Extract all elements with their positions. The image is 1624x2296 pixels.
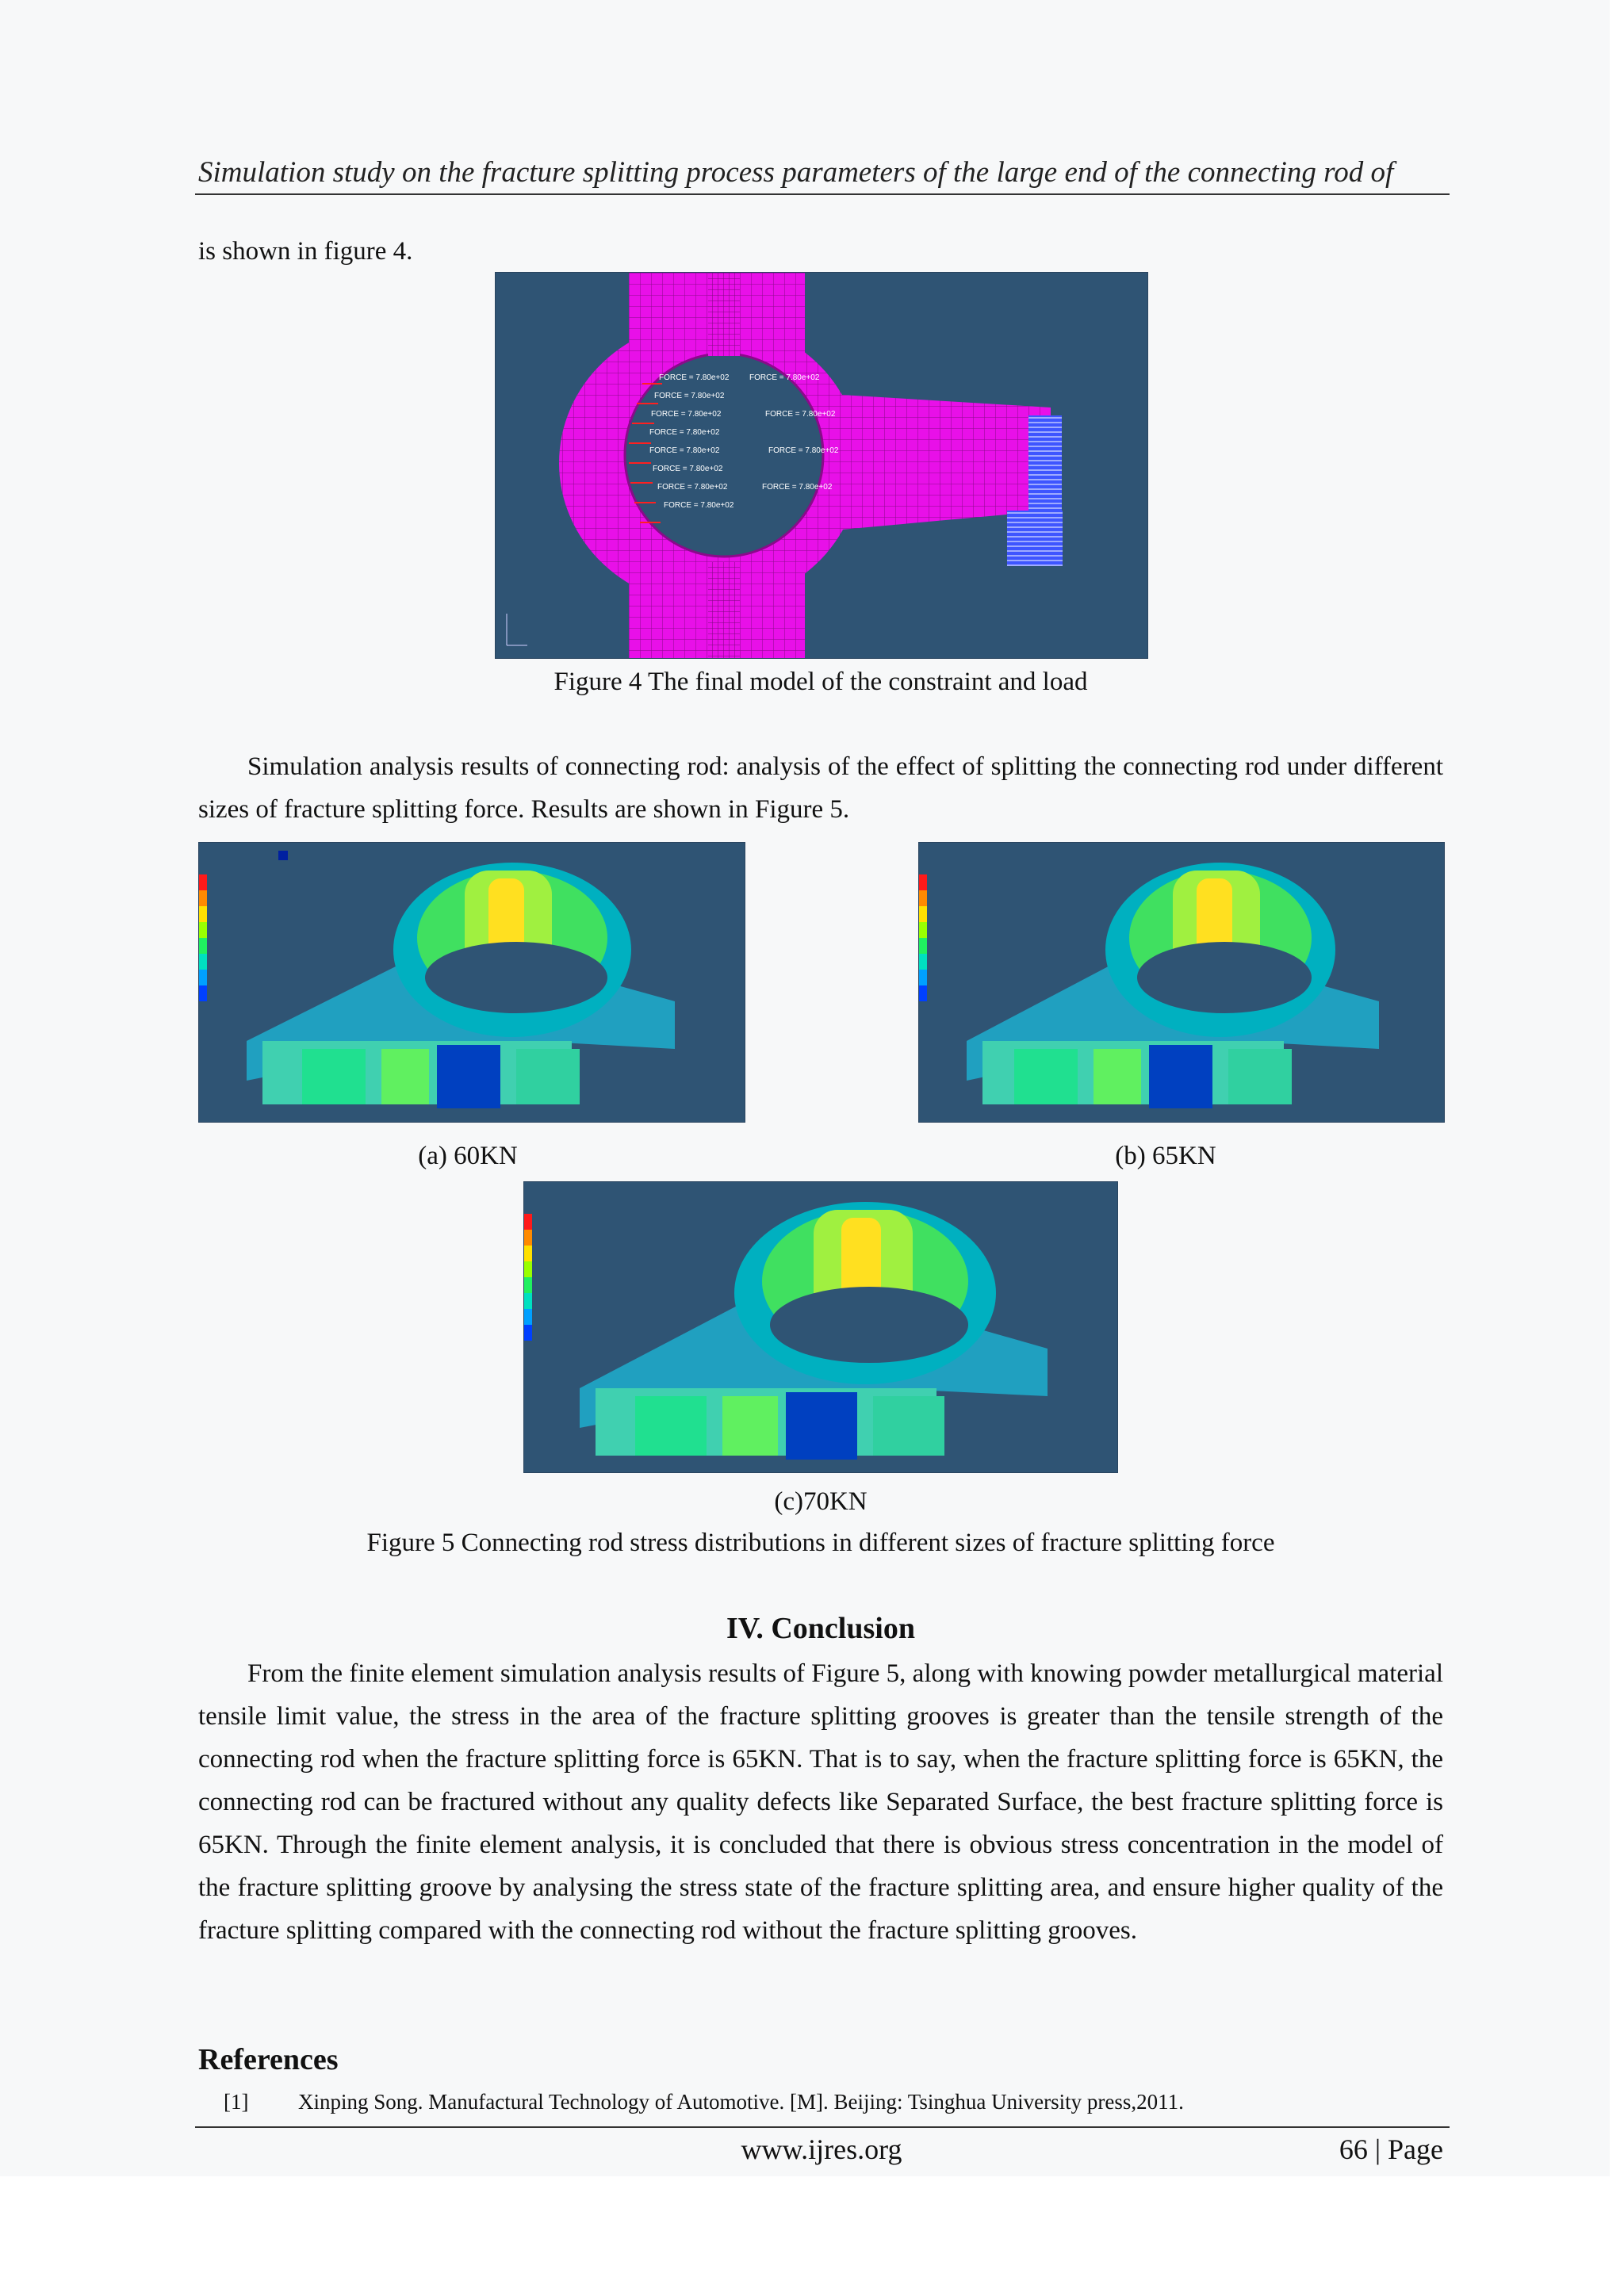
force-label: FORCE = 7.80e+02	[664, 501, 734, 510]
section-heading: IV. Conclusion	[726, 1612, 915, 1645]
figure-5b-image	[918, 842, 1445, 1123]
force-label: FORCE = 7.80e+02	[749, 373, 820, 382]
reference-number: [1]	[224, 2090, 249, 2114]
page-number: 66 | Page	[1339, 2133, 1443, 2165]
legend-colorbar	[524, 1214, 532, 1341]
header-rule	[195, 193, 1450, 195]
force-label: FORCE = 7.80e+02	[768, 446, 839, 455]
figure-5-caption: Figure 5 Connecting rod stress distributions in different sizes of fracture splitting force	[366, 1529, 1275, 1557]
intro-line: is shown in figure 4.	[198, 237, 413, 266]
force-label: FORCE = 7.80e+02	[659, 373, 730, 382]
force-label: FORCE = 7.80e+02	[654, 392, 725, 400]
legend-colorbar	[199, 874, 207, 1001]
figure-4-caption: Figure 4 The final model of the constraint and load	[553, 668, 1088, 696]
references-heading: References	[198, 2043, 339, 2076]
figure-5b-label: (b) 65KN	[1115, 1142, 1216, 1170]
figure-5c-image	[523, 1181, 1118, 1473]
stress-contour-60kn	[199, 843, 745, 1122]
reference-text: Xinping Song. Manufactural Technology of Automotive. [M]. Beijing: Tsinghua University press,2011.	[298, 2090, 1184, 2114]
stress-contour-65kn	[919, 843, 1444, 1122]
footer-site: www.ijres.org	[741, 2133, 902, 2165]
force-label: FORCE = 7.80e+02	[765, 410, 836, 419]
fem-mesh-model	[496, 273, 1147, 658]
force-label: FORCE = 7.80e+02	[762, 483, 833, 492]
running-header: Simulation study on the fracture splitting process parameters of the large end of the connecting rod of	[198, 156, 1394, 189]
conclusion-paragraph: From the finite element simulation analysis results of Figure 5, along with knowing powder metallurgical material tensile limit value, the stress in the area of the fracture splitting grooves is greater than the tensile strength of the connecting rod when the fracture splitting force is 65KN. That is to say, when the fracture splitting force is 65KN, the connecting rod can be fractured without any quality defects like Separated Surface, the best fracture splitting force is 65KN. Through the finite element analysis, it is concluded that there is obvious stress concentration in the model of the fracture splitting groove by analysing the stress state of the fracture splitting area, and ensure higher quality of the fracture splitting compared with the connecting rod without the fracture splitting grooves.	[198, 1659, 1443, 1945]
force-label: FORCE = 7.80e+02	[649, 428, 720, 437]
force-label: FORCE = 7.80e+02	[657, 483, 728, 492]
figure-5a-image	[198, 842, 745, 1123]
figure-5c-label: (c)70KN	[774, 1487, 868, 1516]
footer-rule	[195, 2126, 1450, 2128]
legend-colorbar	[919, 874, 927, 1001]
force-label: FORCE = 7.80e+02	[651, 410, 722, 419]
force-label: FORCE = 7.80e+02	[653, 465, 723, 473]
figure-5a-label: (a) 60KN	[418, 1142, 518, 1170]
figure-4-image	[495, 272, 1148, 659]
stress-contour-70kn	[524, 1182, 1117, 1472]
force-label: FORCE = 7.80e+02	[649, 446, 720, 455]
paragraph-results: Simulation analysis results of connecting rod: analysis of the effect of splitting the connecting rod under different sizes of fracture splitting force. Results are shown in Figure 5.	[198, 752, 1443, 824]
